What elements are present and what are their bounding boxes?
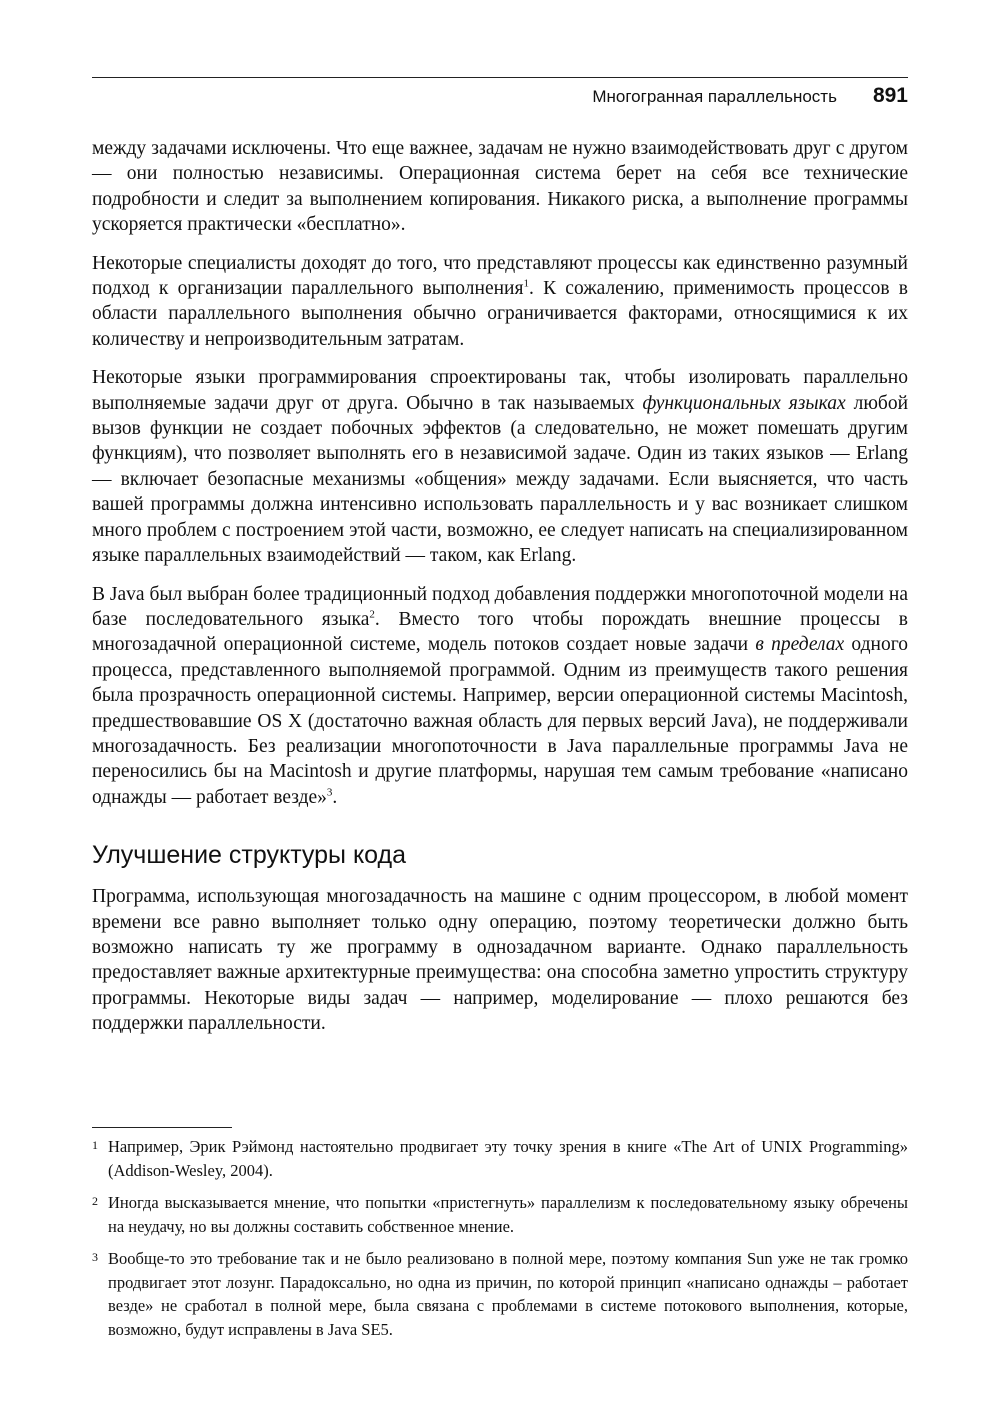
footnote-ref: 3 (326, 786, 333, 799)
header-rule (92, 77, 908, 78)
paragraph (92, 582, 908, 811)
running-header (92, 84, 908, 114)
paragraph-text: . Вместо того чтобы порождать внешние процессы в многозадачной операционной системе, модель потоков создает новые задачи (92, 608, 908, 656)
footnote-ref: 1 (523, 277, 529, 290)
paragraph-text: . (332, 786, 338, 808)
footnote (92, 1247, 908, 1341)
footnote-ref: 2 (369, 608, 375, 621)
footnote-mark: 1 (92, 1138, 98, 1152)
paragraph-text: Некоторые специалисты доходят до того, что представляют процессы как единственно разумный подход к организации параллельного выполнения (92, 252, 908, 300)
paragraph (92, 365, 908, 568)
footnote-text: Иногда высказывается мнение, что попытки «пристегнуть» параллелизм к последовательному языку обречены на неудачу, но вы должны составить собственное мнение. (108, 1193, 908, 1236)
emphasis-text: функциональных языках (642, 392, 846, 414)
paragraph-text: В Java был выбран более традиционный подход добавления поддержки многопоточной модели на базе последовательного языка (92, 583, 908, 630)
footnotes (92, 1135, 908, 1350)
footnote (92, 1191, 908, 1238)
footnote (92, 1135, 908, 1182)
page-number: 891 (872, 84, 908, 107)
paragraph-text: Некоторые языки программирования спроектированы так, чтобы изолировать параллельно выполняемые задачи друг от друга. Обычно в так называемых (92, 367, 908, 414)
footnote-rule (92, 1127, 232, 1128)
main-text (92, 136, 908, 1050)
footnote-mark: 2 (92, 1194, 98, 1208)
paragraph-text: между задачами исключены. Что еще важнее, задачам не нужно взаимодействовать друг с другом — они полностью независимы. Операционная система берет на себя все технические подробности и следит за выполнением копирования. Никакого риска, а выполнение программы ускоряется практически «бесплатно». (92, 138, 908, 236)
paragraph (92, 251, 908, 353)
emphasis-text: в пределах (755, 634, 845, 656)
paragraph (92, 136, 908, 238)
footnote-text: Например, Эрик Рэймонд настоятельно продвигает эту точку зрения в книге «The Art of UNIX Programming» (Addison-Wesley, 2004). (108, 1137, 908, 1180)
footnote-mark: 3 (92, 1250, 98, 1264)
paragraph-text: любой вызов функции не создает побочных эффектов (а следовательно, не может помешать другим функциям), что позволяет выполнять его в независимой задаче. Один из таких языков — Erlang — включает безопасные механизмы «общения» между задачами. Если выясняется, что часть вашей программы должна интенсивно использовать параллельность и у вас возникает слишком много проблем с построением этой части, возможно, ее следует написать на специализированном языке параллельных взаимодействий — таком, как Erlang. (92, 392, 909, 567)
paragraph-text: Программа, использующая многозадачность на машине с одним процессором, в любой момент времени все равно выполняет только одну операцию, поэтому теоретически должно быть возможно написать ту же программу в однозадачном варианте. Однако параллельность предоставляет важные архитектурные преимущества: она способна заметно упростить структуру программы. Некоторые виды задач — например, моделирование — плохо решаются без поддержки параллельности. (92, 886, 908, 1035)
paragraph-text: одного процесса, представленного выполняемой программой. Одним из преимуществ такого решения была прозрачность операционной системы. Например, версии операционной системы Macintosh, предшествовавшие OS X (достаточно важная область для первых версий Java), не поддерживали многозадачность. Без реализации многопоточности в Java параллельные программы Java не переносились бы на Macintosh и другие платформы, нарушая тем самым требование «написано однажды — работает везде» (92, 634, 908, 808)
footnote-text: Вообще-то это требование так и не было реализовано в полной мере, поэтому компания Sun уже не так громко продвигает этот лозунг. Парадоксально, но одна из причин, по которой принцип «написано однажды – работает везде» не сработал в полной мере, была связана с проблемами в системе потокового выполнения, которые, возможно, будут исправлены в Java SE5. (108, 1249, 908, 1339)
section-heading: Улучшение структуры кода (92, 841, 407, 870)
running-header-title: Многогранная параллельность (592, 87, 837, 106)
paragraph-text: . К сожалению, применимость процессов в области параллельного выполнения обычно ограничивается факторами, относящимися к их количеству и непроизводительным затратам. (92, 278, 908, 350)
paragraph (92, 884, 908, 1036)
